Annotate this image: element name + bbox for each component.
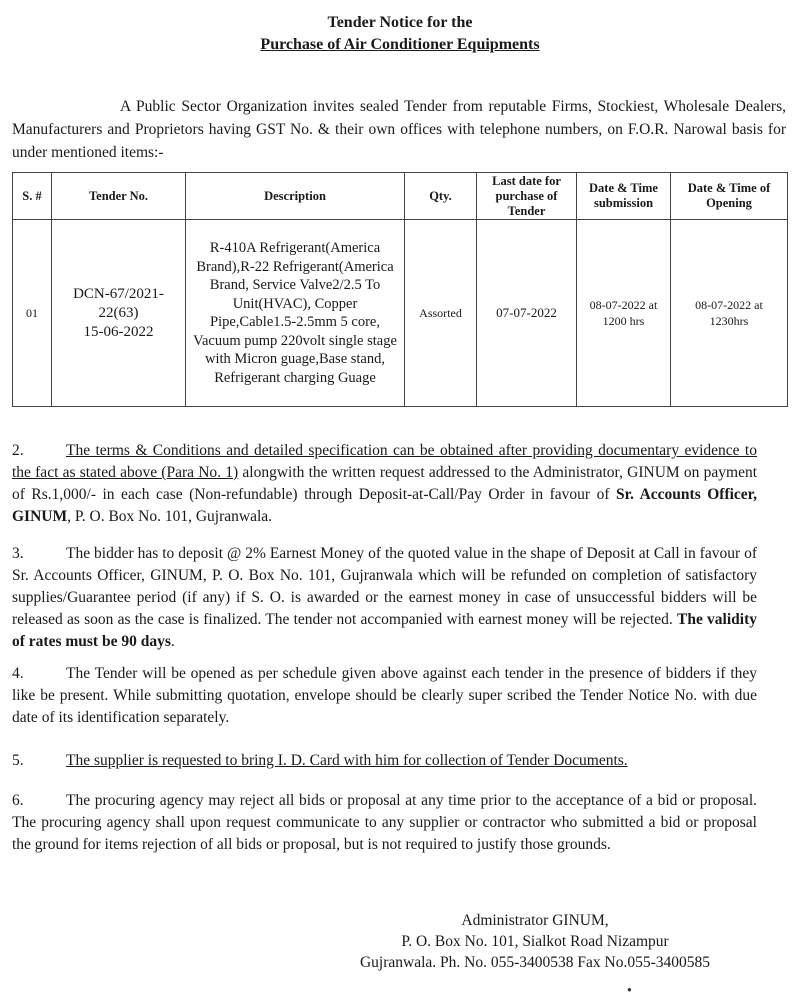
notice-subtitle: Purchase of Air Conditioner Equipments: [260, 36, 540, 53]
table-row: [13, 220, 788, 407]
signature-contact: Gujranwala. Ph. No. 055-3400538 Fax No.055-3400585: [359, 954, 710, 971]
paragraph-6: [12, 790, 757, 856]
cell-last-date: 07-07-2022: [477, 220, 577, 407]
paragraph-4-text: The Tender will be opened as per schedule given above against each tender in the presence of bidders if they like be present. While submitting quotation, envelope should be clearly super scribed the Tender Notice No. with due date of its identification separately.: [12, 665, 757, 726]
notice-title: Tender Notice for the: [327, 14, 473, 31]
header-sno: S. #: [13, 173, 52, 220]
signature-block: [330, 910, 740, 973]
scan-speck: ●: [627, 985, 632, 994]
table-header-row: [13, 173, 788, 220]
paragraph-3: 3. The bidder has to deposit @ 2% Earnest Money of the quoted value in the shape of Deposit at Call in favour of Sr. Accounts Officer, GINUM, P. O. Box No. 101, Gujranwala which will be refunded on completion of satisfactory supplies/Guarantee period (if any) if S. O. is awarded or the earnest money in case of unsuccessful bidders will be released as soon as the case is finalized. The tender not accompanied with earnest money will be rejected. The validity of rates must be 90 days.: [12, 545, 757, 650]
opening-time: 1230hrs: [709, 314, 749, 328]
opening-date: 08-07-2022 at: [695, 298, 763, 312]
paragraph-number: 2.: [12, 442, 24, 459]
cell-description: R-410A Refrigerant(America Brand),R-22 Refrigerant(America Brand, Service Valve2/2.5 To Unit(HVAC), Copper Pipe,Cable1.5-2.5mm 5 core, Vacuum pump 220volt single stage with Micron guage,Base stand, Refrigerant charging Guage: [186, 220, 405, 407]
intro-paragraph: A Public Sector Organization invites sealed Tender from reputable Firms, Stockiest, Wholesale Dealers, Manufacturers and Proprietors having GST No. & their own offices with telephone numbers, on F.O.R. Narowal basis for under mentioned items:-: [12, 98, 786, 161]
signature-address: P. O. Box No. 101, Sialkot Road Nizampur: [401, 933, 669, 950]
paragraph-number: 6.: [12, 792, 24, 809]
validity-bold: The validity of rates must be 90 days: [12, 611, 757, 650]
tender-no-line1: DCN-67/2021-: [73, 285, 164, 302]
paragraph-2: [12, 440, 757, 528]
tender-no-line2: 22(63): [98, 304, 139, 321]
accounts-officer-bold: Sr. Accounts Officer, GINUM: [12, 486, 757, 525]
paragraph-4: [12, 663, 757, 729]
paragraph-5: [12, 750, 757, 772]
signature-title: Administrator GINUM,: [461, 912, 609, 929]
paragraph-2-text: alongwith the written request addressed to the Administrator, GINUM on payment of Rs.1,000/- in each case (Non-refundable) through Deposit-at-Call/Pay Order in favour of: [12, 464, 758, 503]
paragraph-2-text-end: , P. O. Box No. 101, Gujranwala.: [67, 508, 273, 525]
cell-qty: Assorted: [405, 220, 477, 407]
tender-date: 15-06-2022: [83, 323, 154, 340]
header-qty: Qty.: [405, 173, 477, 220]
paragraph-5-underlined: The supplier is requested to bring I. D. Card with him for collection of Tender Documents.: [66, 752, 628, 769]
header-last-date: Last date for purchase of Tender: [477, 173, 577, 220]
submission-date: 08-07-2022 at: [589, 298, 658, 312]
header-tender-no: Tender No.: [52, 173, 186, 220]
header-description: Description: [186, 173, 405, 220]
paragraph-number: 5.: [12, 752, 24, 769]
paragraph-number: 4.: [12, 665, 24, 682]
paragraph-3-text: The bidder has to deposit @ 2% Earnest Money of the quoted value in the shape of Deposit at Call in favour of Sr. Accounts Officer, GINUM, P. O. Box No. 101, Gujranwala which will be refunded on completion of satisfactory supplies/Guarantee period (if any) if S. O. is awarded or the earnest money in case of unsuccessful bidders will be released as soon as the case is finalized. The tender not accompanied with earnest money will be rejected.: [12, 545, 757, 628]
paragraph-6-text: The procuring agency may reject all bids or proposal at any time prior to the acceptance of a bid or proposal. The procuring agency shall upon request communicate to any supplier or contractor who submitted a bid or proposal the ground for items rejection of all bids or proposal, but is not required to justify those grounds.: [12, 792, 757, 853]
paragraph-number: 3.: [12, 545, 24, 562]
header-opening: Date & Time of Opening: [671, 173, 788, 220]
cell-tender-no: [52, 220, 186, 407]
cell-opening: [671, 220, 788, 407]
cell-submission: [577, 220, 671, 407]
cell-sno: 01: [13, 220, 52, 407]
header-submission: Date & Time submission: [577, 173, 671, 220]
paragraph-2-underlined: The terms & Conditions and detailed specification can be obtained after providing documentary evidence to the fact as stated above (Para No. 1): [12, 442, 757, 481]
submission-time: 1200 hrs: [602, 314, 645, 328]
tender-table: [12, 172, 788, 407]
